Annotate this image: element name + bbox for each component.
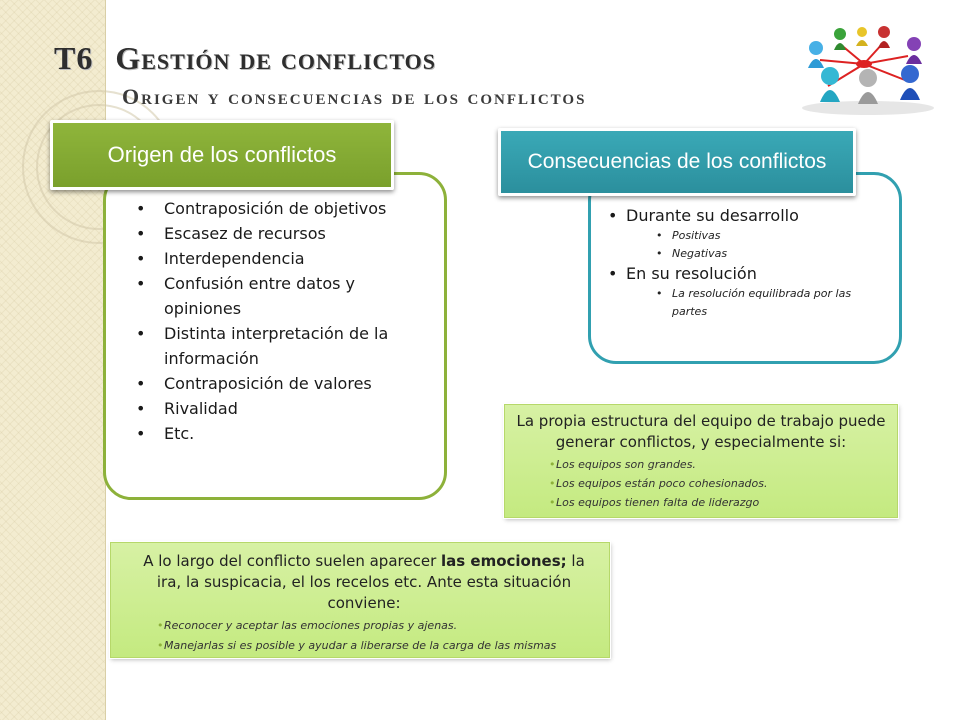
page-subtitle: Origen y consecuencias de los conflictos — [122, 84, 587, 109]
note-item: • Manejarlas si es posible y ayudar a liberarse de la carga de las mismas — [157, 636, 609, 656]
note-lead-text: la ira, la suspicacia, el los recelos etc. Ante esta situación conviene: — [156, 552, 585, 612]
list-item-label: Durante su desarrollo — [626, 206, 799, 225]
note-lead-text: A lo largo del conflicto suelen aparecer — [143, 552, 441, 570]
list-item: • Contraposición de objetivos — [134, 196, 424, 221]
list-item: • Contraposición de valores — [134, 371, 424, 396]
sub-list — [626, 285, 886, 321]
consequences-tab — [498, 128, 856, 196]
consequences-list — [606, 205, 886, 321]
note-lead — [111, 543, 609, 614]
origin-tab: Origen de los conflictos — [50, 120, 394, 190]
list-item: • Etc. — [134, 421, 424, 446]
list-item: • Escasez de recursos — [134, 221, 424, 246]
list-item-label: En su resolución — [626, 264, 757, 283]
note-list — [505, 455, 897, 512]
list-item: • Rivalidad — [134, 396, 424, 421]
emotions-note — [110, 542, 610, 658]
consequences-tab-label: Consecuencias de los conflictos — [527, 150, 827, 173]
page-title: Gestión de conflictos — [115, 40, 437, 76]
list-item: • Distinta interpretación de la información — [134, 321, 424, 371]
people-network-icon — [798, 20, 938, 116]
slide-title — [54, 40, 436, 77]
sub-list — [626, 227, 886, 263]
note-item: • Los equipos tienen falta de liderazgo — [549, 493, 897, 512]
note-list — [111, 616, 609, 656]
sub-list-item: • Negativas — [656, 245, 886, 263]
sub-list-item: • Positivas — [656, 227, 886, 245]
list-item: • Confusión entre datos y opiniones — [134, 271, 424, 321]
note-item: • Reconocer y aceptar las emociones propias y ajenas. — [157, 616, 609, 636]
note-lead: La propia estructura del equipo de trabajo puede generar conflictos, y especialmente si: — [516, 412, 886, 451]
list-item — [606, 205, 886, 263]
team-structure-note — [504, 404, 898, 518]
topic-code: T6 — [54, 40, 94, 76]
sub-list-item: • La resolución equilibrada por las partes — [656, 285, 886, 321]
note-lead-emphasis: las emociones; — [441, 552, 567, 570]
note-item: • Los equipos están poco cohesionados. — [549, 474, 897, 493]
origin-list — [134, 196, 424, 446]
list-item — [606, 263, 886, 321]
note-item: • Los equipos son grandes. — [549, 455, 897, 474]
list-item: • Interdependencia — [134, 246, 424, 271]
